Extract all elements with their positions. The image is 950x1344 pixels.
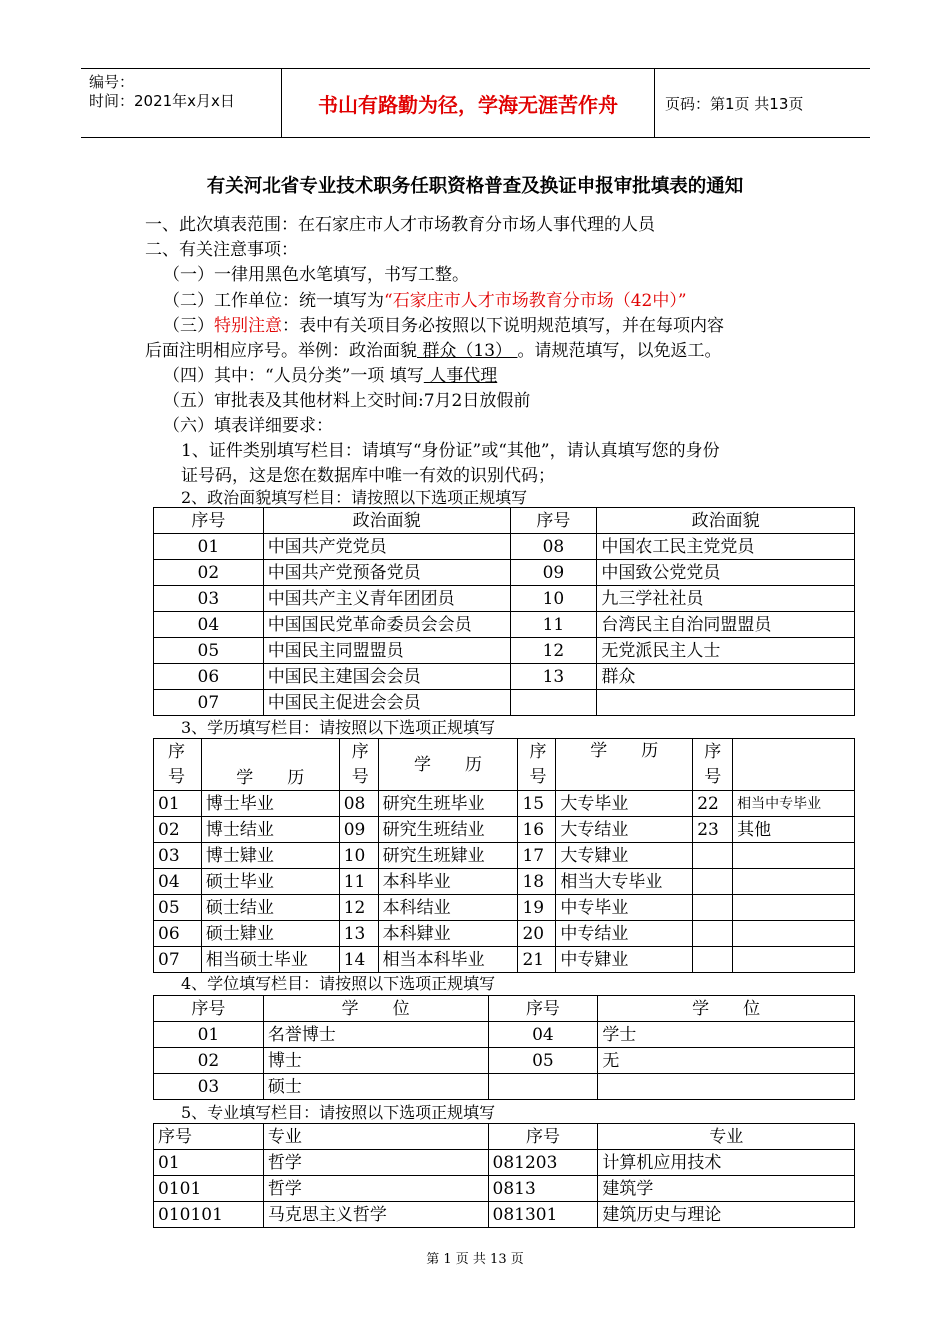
- table-cell: 22: [693, 791, 733, 817]
- header-cell-education: 学 历: [556, 739, 693, 791]
- paragraph-political-heading: 2、政治面貌填写栏目：请按照以下选项正规填写: [181, 488, 528, 507]
- table-cell: 04: [154, 869, 202, 895]
- header-cell-index: 序 号: [518, 739, 556, 791]
- table-cell: 01: [154, 1022, 264, 1048]
- table-cell: 23: [693, 817, 733, 843]
- table-cell: 081203: [488, 1150, 598, 1176]
- table-cell: 相当中专毕业: [733, 791, 855, 817]
- paragraph-degree-heading: 4、学位填写栏目：请按照以下选项正规填写: [181, 974, 496, 993]
- time-label: 时间：2021年x月x日: [89, 92, 235, 110]
- table-cell: 大专结业: [556, 817, 693, 843]
- paragraph-id-type: 1、证件类别填写栏目：请填写“身份证”或“其他”，请认真填写您的身份: [181, 441, 720, 461]
- header-cell-index: 序 号: [154, 739, 202, 791]
- table-cell: [510, 690, 597, 716]
- education-table: [153, 738, 855, 973]
- header-cell: 序号: [154, 508, 264, 534]
- header-cell: 学 位: [263, 996, 488, 1022]
- header-cell-education: 学 历: [378, 739, 518, 791]
- table-row: [154, 534, 855, 560]
- table-cell: 硕士结业: [201, 895, 339, 921]
- paragraph-scope: 一、此次填表范围：在石家庄市人才市场教育分市场人事代理的人员: [145, 215, 655, 235]
- paragraph-note-5: （五）审批表及其他材料上交时间:7月2日放假前: [163, 391, 531, 411]
- page-footer: 第 1 页 共 13 页: [426, 1252, 524, 1267]
- table-cell: 中国共产主义青年团团员: [263, 586, 510, 612]
- table-cell: [693, 869, 733, 895]
- table-cell: 13: [339, 921, 378, 947]
- table-cell: 无党派民主人士: [597, 638, 855, 664]
- degree-table: [153, 995, 855, 1100]
- table-header-row: [154, 1124, 855, 1150]
- table-cell: 大专毕业: [556, 791, 693, 817]
- table-cell: 哲学: [263, 1176, 488, 1202]
- table-row: [154, 895, 855, 921]
- note-3-prefix: （三）: [163, 316, 214, 336]
- paragraph-notes-heading: 二、有关注意事项：: [145, 240, 298, 260]
- table-header-row: [154, 996, 855, 1022]
- table-cell: 研究生班肄业: [378, 843, 518, 869]
- table-cell: 相当硕士毕业: [201, 947, 339, 973]
- table-cell: [488, 1074, 598, 1100]
- table-cell: 中国农工民主党党员: [597, 534, 855, 560]
- table-cell: 相当本科毕业: [378, 947, 518, 973]
- table-cell: 03: [154, 586, 264, 612]
- example-value: 群众（13）: [417, 341, 518, 361]
- table-cell: 无: [598, 1048, 855, 1074]
- table-cell: 其他: [733, 817, 855, 843]
- table-header-row: [154, 508, 855, 534]
- table-cell: 中国共产党预备党员: [263, 560, 510, 586]
- paragraph-education-heading: 3、学历填写栏目：请按照以下选项正规填写: [181, 718, 496, 737]
- table-row: [154, 947, 855, 973]
- paragraph-note-6: （六）填表详细要求：: [163, 416, 333, 436]
- table-cell: 博士结业: [201, 817, 339, 843]
- table-cell: 05: [154, 895, 202, 921]
- table-cell: 03: [154, 1074, 264, 1100]
- table-cell: 15: [518, 791, 556, 817]
- table-cell: 硕士肄业: [201, 921, 339, 947]
- table-cell: 08: [510, 534, 597, 560]
- table-cell: 中国民主促进会会员: [263, 690, 510, 716]
- table-cell: 12: [339, 895, 378, 921]
- header-cell: 序号: [154, 996, 264, 1022]
- table-cell: 马克思主义哲学: [263, 1202, 488, 1228]
- table-cell: 本科结业: [378, 895, 518, 921]
- table-row: [154, 638, 855, 664]
- table-row: [154, 664, 855, 690]
- major-table: [153, 1123, 855, 1228]
- header-cell: 序号: [510, 508, 597, 534]
- table-cell: [733, 921, 855, 947]
- table-cell: 0813: [488, 1176, 598, 1202]
- table-row: [154, 690, 855, 716]
- table-cell: 本科毕业: [378, 869, 518, 895]
- paragraph-note-1: （一）一律用黑色水笔填写，书写工整。: [163, 265, 469, 285]
- table-cell: 05: [488, 1048, 598, 1074]
- table-cell: 12: [510, 638, 597, 664]
- table-cell: 计算机应用技术: [598, 1150, 855, 1176]
- table-cell: 研究生班毕业: [378, 791, 518, 817]
- paragraph-major-heading: 5、专业填写栏目：请按照以下选项正规填写: [181, 1103, 496, 1122]
- table-cell: 04: [488, 1022, 598, 1048]
- header-cell-index: 序 号: [693, 739, 733, 791]
- table-cell: 中国致公党党员: [597, 560, 855, 586]
- table-cell: 0101: [154, 1176, 264, 1202]
- table-row: [154, 612, 855, 638]
- note-4-text: （四）其中：“人员分类”一项 填写: [163, 366, 424, 386]
- table-cell: 01: [154, 534, 264, 560]
- table-cell: 14: [339, 947, 378, 973]
- table-cell: [733, 947, 855, 973]
- header-cell: 学 位: [598, 996, 855, 1022]
- header-meta: [81, 69, 282, 137]
- table-cell: 硕士: [263, 1074, 488, 1100]
- table-row: [154, 1176, 855, 1202]
- table-cell: 学士: [598, 1022, 855, 1048]
- table-cell: 11: [510, 612, 597, 638]
- table-cell: 中专毕业: [556, 895, 693, 921]
- table-cell: 16: [518, 817, 556, 843]
- table-row: [154, 869, 855, 895]
- table-cell: 21: [518, 947, 556, 973]
- table-cell: 10: [339, 843, 378, 869]
- header-cell: 政治面貌: [597, 508, 855, 534]
- header-cell: 序号: [488, 996, 598, 1022]
- table-cell: 02: [154, 560, 264, 586]
- table-cell: [693, 947, 733, 973]
- table-cell: 07: [154, 690, 264, 716]
- table-cell: [693, 921, 733, 947]
- table-cell: 13: [510, 664, 597, 690]
- table-cell: 博士毕业: [201, 791, 339, 817]
- table-cell: 中专结业: [556, 921, 693, 947]
- header-cell: 序号: [154, 1124, 264, 1150]
- table-cell: 建筑学: [598, 1176, 855, 1202]
- table-cell: [597, 690, 855, 716]
- table-cell: 03: [154, 843, 202, 869]
- table-cell: [693, 895, 733, 921]
- table-cell: [733, 843, 855, 869]
- number-label: 编号：: [89, 73, 135, 91]
- table-cell: [693, 843, 733, 869]
- table-cell: 建筑历史与理论: [598, 1202, 855, 1228]
- table-cell: 哲学: [263, 1150, 488, 1176]
- example-text: 后面注明相应序号。举例：政治面貌: [145, 341, 417, 361]
- table-cell: 17: [518, 843, 556, 869]
- table-cell: 中国民主建国会会员: [263, 664, 510, 690]
- table-row: [154, 1074, 855, 1100]
- table-cell: 081301: [488, 1202, 598, 1228]
- table-cell: [733, 895, 855, 921]
- table-row: [154, 1202, 855, 1228]
- table-cell: 02: [154, 817, 202, 843]
- table-row: [154, 586, 855, 612]
- header-cell-index: 序 号: [339, 739, 378, 791]
- table-cell: 研究生班结业: [378, 817, 518, 843]
- table-cell: 中专肄业: [556, 947, 693, 973]
- table-cell: 01: [154, 791, 202, 817]
- table-row: [154, 1022, 855, 1048]
- table-cell: 大专肄业: [556, 843, 693, 869]
- paragraph-note-3: [163, 311, 724, 336]
- table-cell: 博士: [263, 1048, 488, 1074]
- table-cell: 硕士毕业: [201, 869, 339, 895]
- paragraph-note-4: [163, 361, 497, 386]
- table-row: [154, 560, 855, 586]
- paragraph-note-2: [163, 286, 687, 311]
- header-motto: 书山有路勤为径，学海无涯苦作舟: [282, 69, 655, 137]
- table-cell: 08: [339, 791, 378, 817]
- paragraph-note-3-cont: [145, 336, 721, 361]
- table-row: [154, 1048, 855, 1074]
- table-row: [154, 921, 855, 947]
- table-cell: 台湾民主自治同盟盟员: [597, 612, 855, 638]
- table-cell: 相当大专毕业: [556, 869, 693, 895]
- paragraph-id-type-cont: 证号码，这是您在数据库中唯一有效的识别代码；: [181, 466, 555, 486]
- table-cell: 九三学社社员: [597, 586, 855, 612]
- table-cell: 01: [154, 1150, 264, 1176]
- table-cell: 06: [154, 921, 202, 947]
- table-cell: 010101: [154, 1202, 264, 1228]
- page-header: [81, 68, 870, 138]
- table-cell: 本科肄业: [378, 921, 518, 947]
- table-cell: 11: [339, 869, 378, 895]
- table-cell: [733, 869, 855, 895]
- table-cell: 09: [339, 817, 378, 843]
- header-cell-empty: [733, 739, 855, 791]
- table-cell: 中国民主同盟盟员: [263, 638, 510, 664]
- table-cell: 02: [154, 1048, 264, 1074]
- table-cell: 20: [518, 921, 556, 947]
- table-cell: 09: [510, 560, 597, 586]
- table-cell: 中国共产党党员: [263, 534, 510, 560]
- table-cell: 19: [518, 895, 556, 921]
- table-cell: 06: [154, 664, 264, 690]
- table-cell: 群众: [597, 664, 855, 690]
- table-cell: 中国国民党革命委员会会员: [263, 612, 510, 638]
- table-cell: 名誉博士: [263, 1022, 488, 1048]
- political-table: [153, 507, 855, 716]
- table-cell: 18: [518, 869, 556, 895]
- table-cell: 04: [154, 612, 264, 638]
- note-3-text: ：表中有关项目务必按照以下说明规范填写，并在每项内容: [282, 316, 724, 336]
- note-3-special: 特别注意: [214, 316, 282, 336]
- header-cell: 序号: [488, 1124, 598, 1150]
- example-suffix: 。请规范填写，以免返工。: [517, 341, 722, 361]
- table-cell: 10: [510, 586, 597, 612]
- document-title: 有关河北省专业技术职务任职资格普查及换证申报审批填表的通知: [206, 176, 744, 197]
- header-page-info: 页码：第1页 共13页: [665, 94, 804, 113]
- header-cell-education: 学 历: [201, 739, 339, 791]
- table-row: [154, 843, 855, 869]
- table-row: [154, 1150, 855, 1176]
- table-row: [154, 791, 855, 817]
- table-cell: 07: [154, 947, 202, 973]
- note-2-unit: “石家庄市人才市场教育分市场（42中）”: [384, 291, 687, 311]
- table-cell: 博士肄业: [201, 843, 339, 869]
- table-cell: 05: [154, 638, 264, 664]
- table-cell: [598, 1074, 855, 1100]
- header-cell: 专业: [263, 1124, 488, 1150]
- note-4-value: 人事代理: [423, 366, 498, 386]
- header-cell: 政治面貌: [263, 508, 510, 534]
- note-2-text: （二）工作单位：统一填写为: [163, 291, 384, 311]
- table-row: [154, 817, 855, 843]
- header-cell: 专业: [598, 1124, 855, 1150]
- table-header-row: [154, 739, 855, 791]
